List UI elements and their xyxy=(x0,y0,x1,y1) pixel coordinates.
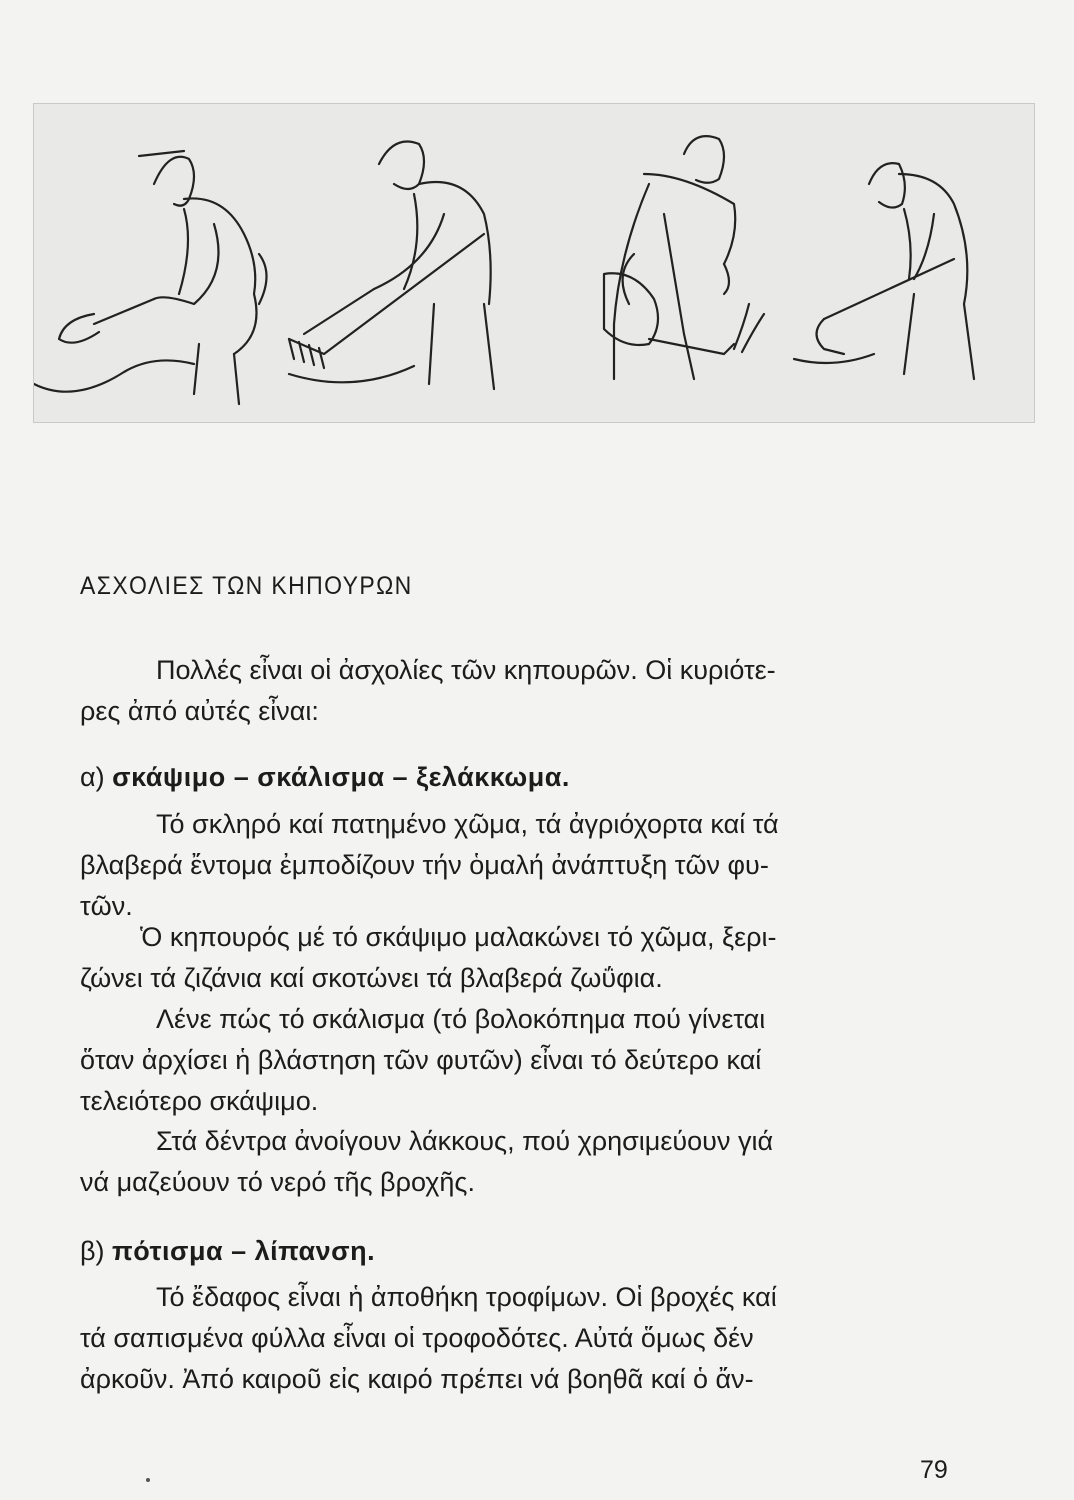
section-b-title xyxy=(80,1236,375,1267)
section-a-paragraph-1 xyxy=(80,804,952,927)
text-line: Στά δέντρα ἀνοίγουν λάκκους, πού χρησιμεύουν γιά xyxy=(156,1126,774,1156)
intro-paragraph xyxy=(80,650,952,732)
text-line: τά σαπισμένα φύλλα εἶναι οἱ τροφοδότες. Αὐτά ὅμως δέν xyxy=(80,1323,754,1353)
text-line: τῶν. xyxy=(80,891,133,921)
figure-watering xyxy=(604,136,764,379)
ink-speck xyxy=(146,1478,150,1482)
gardeners-drawing xyxy=(34,104,1034,422)
figure-rake xyxy=(289,142,494,390)
text-line: νά μαζεύουν τό νερό τῆς βροχῆς. xyxy=(80,1167,475,1197)
text-line: Λένε πώς τό σκάλισμα (τό βολοκόπημα πού γίνεται xyxy=(156,1004,766,1034)
text-line: Τό ἔδαφος εἶναι ἡ ἀποθήκη τροφίμων. Οἱ βροχές καί xyxy=(156,1282,777,1312)
text-line: τελειότερο σκάψιμο. xyxy=(80,1086,319,1116)
gardeners-illustration xyxy=(33,103,1035,423)
section-b-marker: β) xyxy=(80,1236,105,1266)
text-line: Τό σκληρό καί πατημένο χῶμα, τά ἀγριόχορτα καί τά xyxy=(156,809,779,839)
section-a-paragraph-4 xyxy=(80,1121,952,1203)
section-a-paragraph-3 xyxy=(80,999,952,1122)
section-b-heading: πότισμα – λίπανση. xyxy=(112,1236,376,1266)
text-line: Ὁ κηπουρός μέ τό σκάψιμο μαλακώνει τό χῶμα, ξερι- xyxy=(140,922,777,952)
page-number: 79 xyxy=(920,1456,948,1484)
intro-line: ρες ἀπό αὐτές εἶναι: xyxy=(80,696,319,726)
intro-line: Πολλές εἶναι οἱ ἀσχολίες τῶν κηπουρῶν. Οἱ κυριότε- xyxy=(156,655,776,685)
section-b-paragraph-1 xyxy=(80,1277,952,1400)
section-a-title xyxy=(80,762,570,793)
text-line: βλαβερά ἔντομα ἐμποδίζουν τήν ὁμαλή ἀνάπτυξη τῶν φυ- xyxy=(80,850,769,880)
page-heading: ΑΣΧΟΛΙΕΣ ΤΩΝ ΚΗΠΟΥΡΩΝ xyxy=(80,572,413,600)
text-line: ὅταν ἀρχίσει ἡ βλάστηση τῶν φυτῶν) εἶναι τό δεύτερο καί xyxy=(80,1045,762,1075)
figure-shovel xyxy=(34,151,267,404)
text-line: ζώνει τά ζιζάνια καί σκοτώνει τά βλαβερά ζωΰφια. xyxy=(80,963,663,993)
text-line: ἀρκοῦν. Ἀπό καιροῦ εἰς καιρό πρέπει νά βοηθᾶ καί ὁ ἄν- xyxy=(80,1364,754,1394)
section-a-paragraph-2 xyxy=(80,917,952,999)
section-a-marker: α) xyxy=(80,762,105,792)
section-a-heading: σκάψιμο – σκάλισμα – ξελάκκωμα. xyxy=(112,762,570,792)
figure-hoe xyxy=(794,163,974,379)
